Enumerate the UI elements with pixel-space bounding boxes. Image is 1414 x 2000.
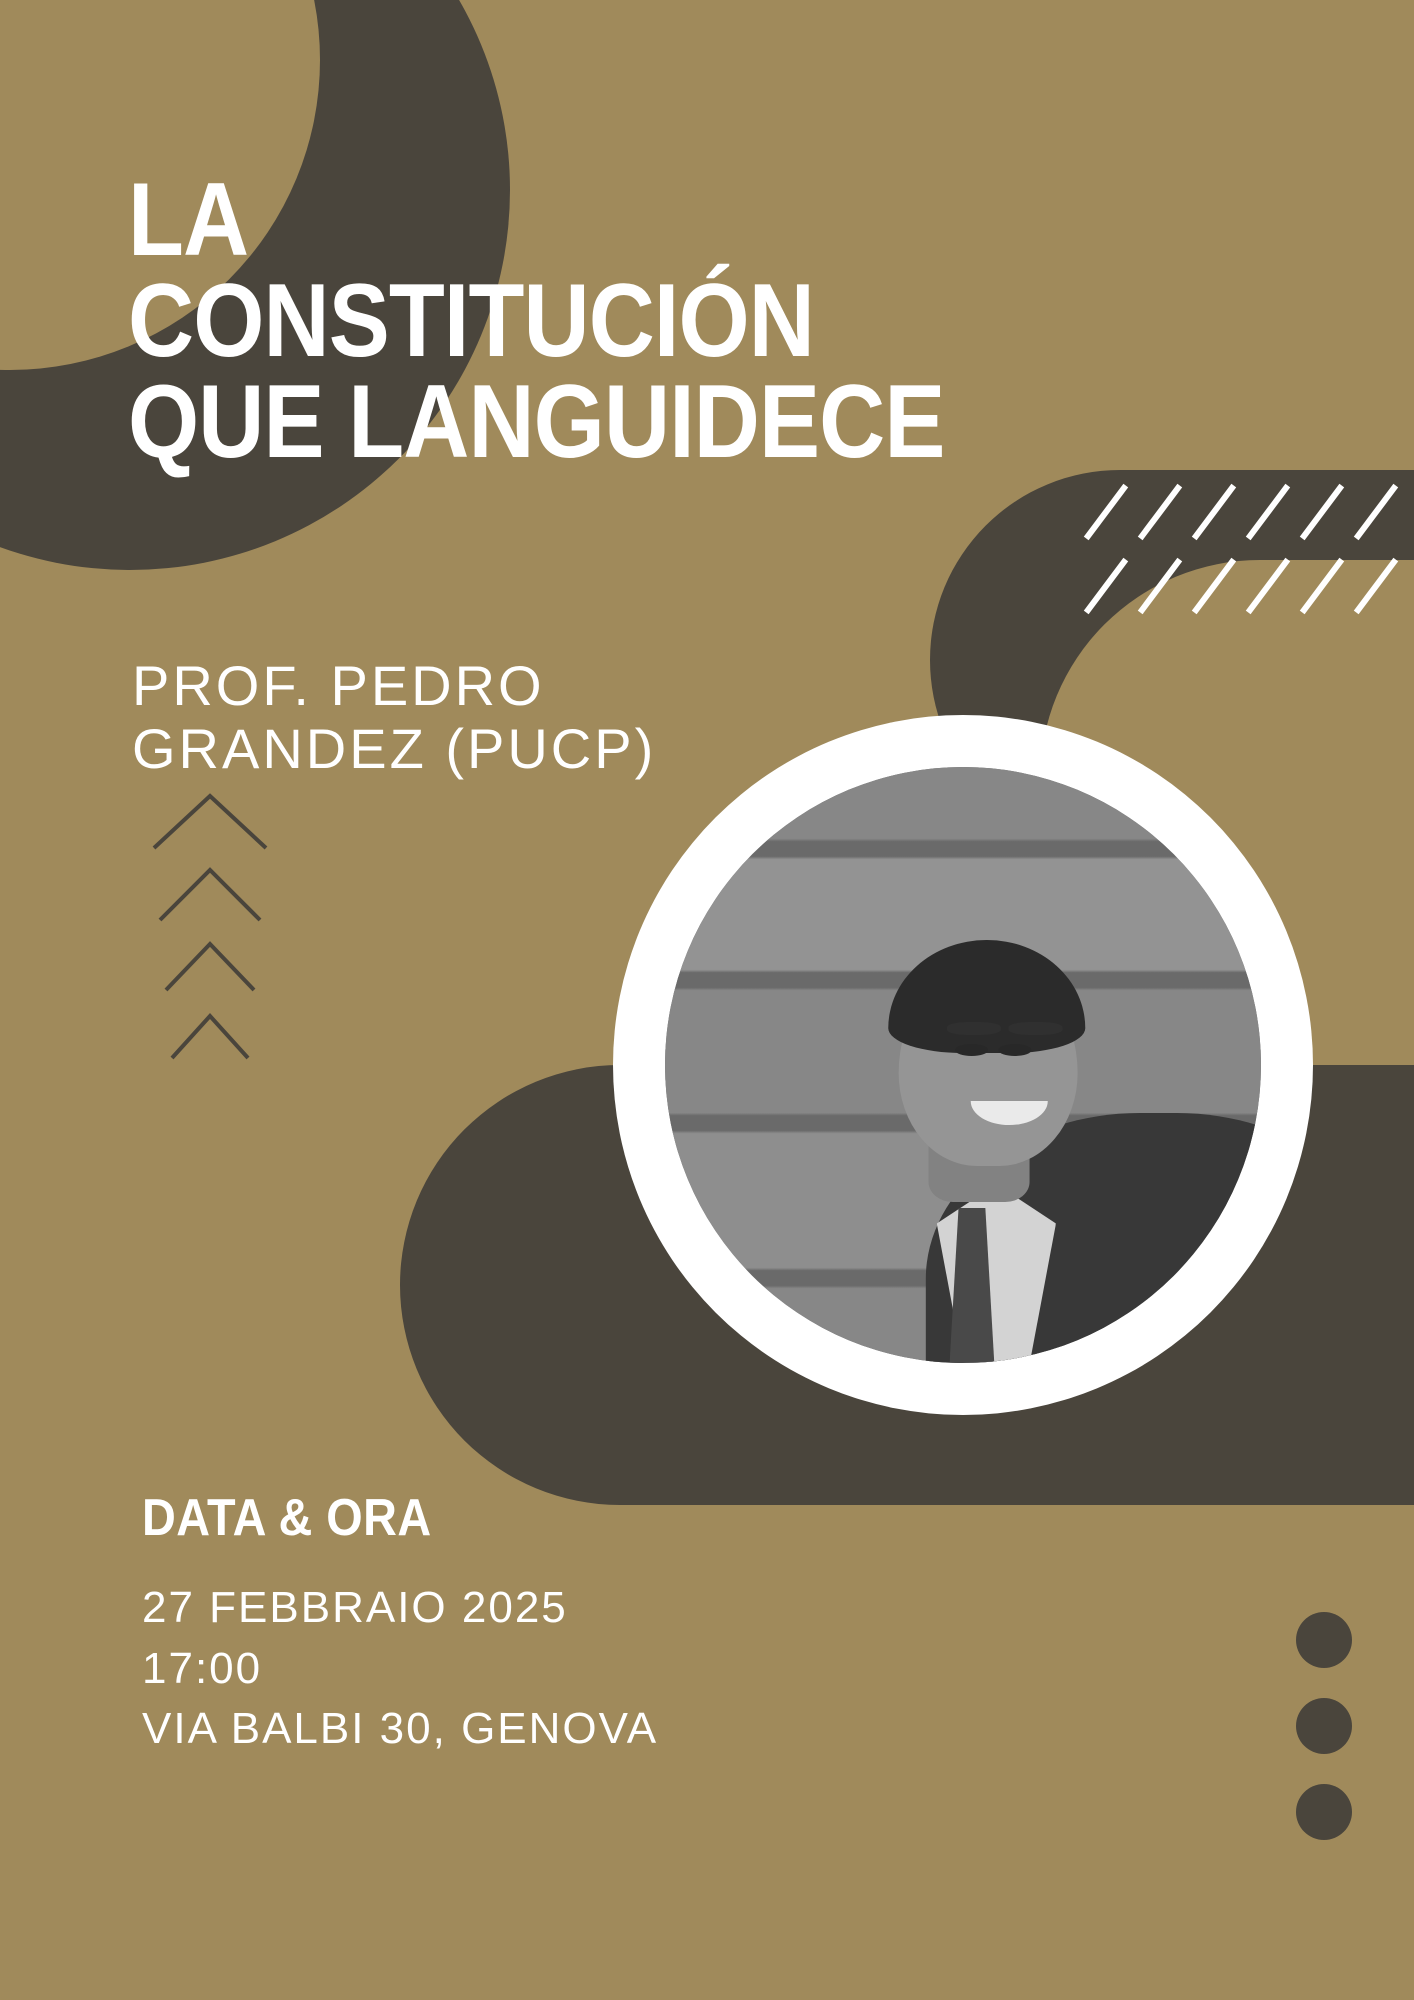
speaker-photo — [665, 767, 1261, 1363]
details-heading: DATA & ORA — [142, 1488, 432, 1547]
chevron-up-stack-icon — [140, 790, 280, 1090]
speaker-line-2: GRANDEZ (PUCP) — [132, 716, 657, 780]
speaker-eye-left — [955, 1044, 988, 1056]
title-line-3: QUE LANGUIDECE — [128, 363, 945, 480]
speaker-eyebrow-right — [1009, 1022, 1063, 1035]
event-location: VIA BALBI 30, GENOVA — [142, 1704, 659, 1754]
title-line-2: CONSTITUCIÓN — [128, 262, 814, 379]
dot — [1296, 1698, 1352, 1754]
three-dot-decoration — [1296, 1612, 1352, 1840]
speaker-line-1: PROF. PEDRO — [132, 654, 545, 717]
event-details — [142, 1488, 902, 1760]
event-time: 17:00 — [142, 1643, 263, 1693]
dot — [1296, 1784, 1352, 1840]
diagonal-hatch-icon — [1080, 480, 1410, 620]
portrait-frame — [613, 715, 1313, 1415]
speaker-name — [132, 655, 832, 780]
title-line-1: LA — [128, 162, 249, 278]
dot — [1296, 1612, 1352, 1668]
book-row — [665, 779, 1261, 851]
speaker-eyebrow-left — [947, 1022, 1001, 1035]
speaker-eye-right — [998, 1044, 1031, 1056]
poster-title — [128, 162, 1028, 480]
event-date: 27 FEBBRAIO 2025 — [142, 1582, 568, 1632]
